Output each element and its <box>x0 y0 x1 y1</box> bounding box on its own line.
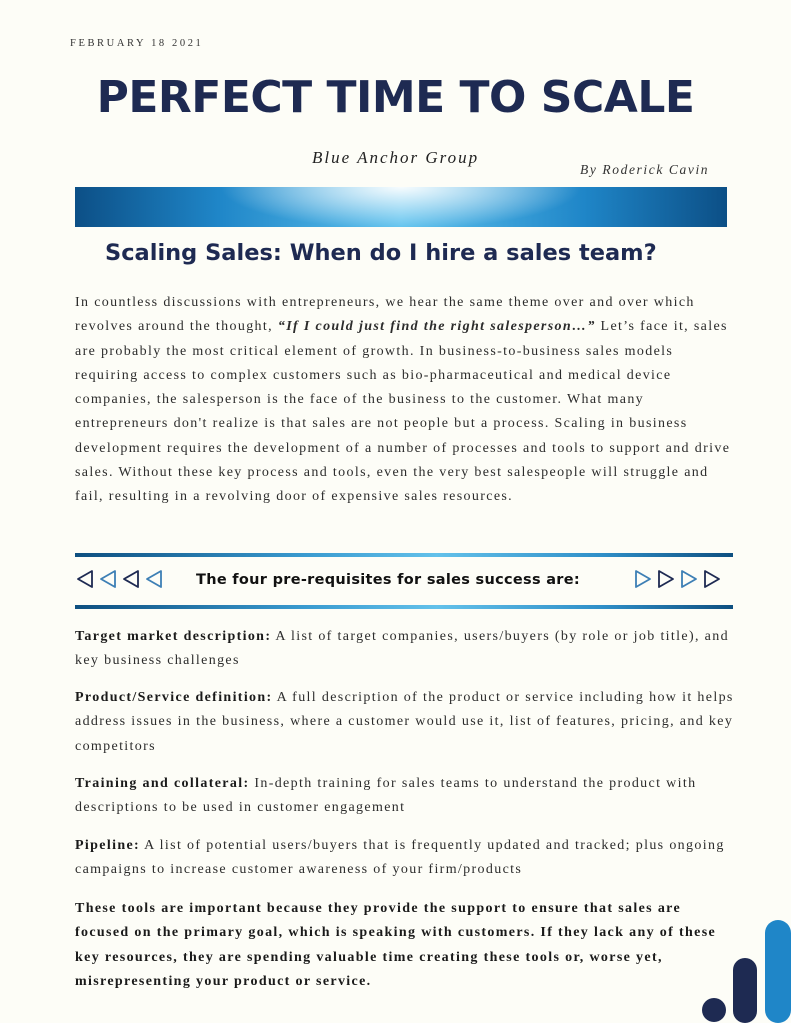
prerequisite-text: In-depth training for sales teams to understand the product with descriptions to be used in customer engagement <box>75 776 697 816</box>
prerequisite-item-training <box>75 772 735 821</box>
triangle-right-icon <box>634 569 652 589</box>
intro-text-start: In countless discussions with entrepreneurs, we hear the same theme over and over which revolves around the thought, <box>75 295 695 335</box>
intro-paragraph <box>75 291 735 510</box>
prerequisite-label: Pipeline: <box>75 838 141 853</box>
publication-date: FEBRUARY 18 2021 <box>70 38 204 49</box>
intro-quote: “If I could just find the right salesperson…” <box>277 319 596 335</box>
page-title: PERFECT TIME TO SCALE <box>96 72 695 123</box>
prerequisite-label: Target market description: <box>75 629 272 644</box>
bar-chart-logo-icon <box>700 918 791 1023</box>
prerequisite-text: A full description of the product or service including how it helps address issues in the business, where a customer would use it, list of features, pricing, and key competitors <box>75 690 734 754</box>
decorative-banner <box>75 187 727 227</box>
triangle-left-icon <box>122 569 140 589</box>
prerequisites-heading: The four pre-requisites for sales success are: <box>196 572 580 588</box>
prerequisite-label: Product/Service definition: <box>75 690 273 705</box>
triangle-right-icon <box>680 569 698 589</box>
author-byline: By Roderick Cavin <box>580 162 710 177</box>
triangle-left-icon <box>99 569 117 589</box>
prerequisite-item-product-definition <box>75 686 735 759</box>
left-arrows-group <box>76 569 163 589</box>
section-title: Scaling Sales: When do I hire a sales team? <box>105 240 657 266</box>
closing-paragraph: These tools are important because they provide the support to ensure that sales are focused on the primary goal, which is speaking with customers. If they lack any of these key resources, they are spending valuable time creating these tools or, worse yet, misrepresenting your product or service. <box>75 901 717 989</box>
prerequisite-text: A list of target companies, users/buyers (by role or job title), and key business challenges <box>75 629 729 669</box>
divider-bottom <box>75 605 733 609</box>
right-arrows-group <box>634 569 721 589</box>
prerequisite-text: A list of potential users/buyers that is frequently updated and tracked; plus ongoing campaigns to increase customer awareness of your firm/products <box>75 838 725 878</box>
organization-name: Blue Anchor Group <box>312 148 480 167</box>
triangle-right-icon <box>703 569 721 589</box>
prerequisite-item-target-market <box>75 625 735 674</box>
prerequisite-label: Training and collateral: <box>75 776 250 791</box>
intro-text-end: Let’s face it, sales are probably the most critical element of growth. In business-to-business sales models requiring access to complex customers such as bio-pharmaceutical and medical device companies, the salesperson is the face of the business to the customer. What many entrepreneurs don't realize is that sales are not people but a process. Scaling in business development requires the development of a number of processes and tools to support and drive sales. Without these key process and tools, even the very best salespeople will struggle and fail, resulting in a revolving door of expensive sales resources. <box>75 319 731 505</box>
divider-top <box>75 553 733 557</box>
triangle-right-icon <box>657 569 675 589</box>
triangle-left-icon <box>145 569 163 589</box>
prerequisite-item-pipeline <box>75 834 735 883</box>
triangle-left-icon <box>76 569 94 589</box>
